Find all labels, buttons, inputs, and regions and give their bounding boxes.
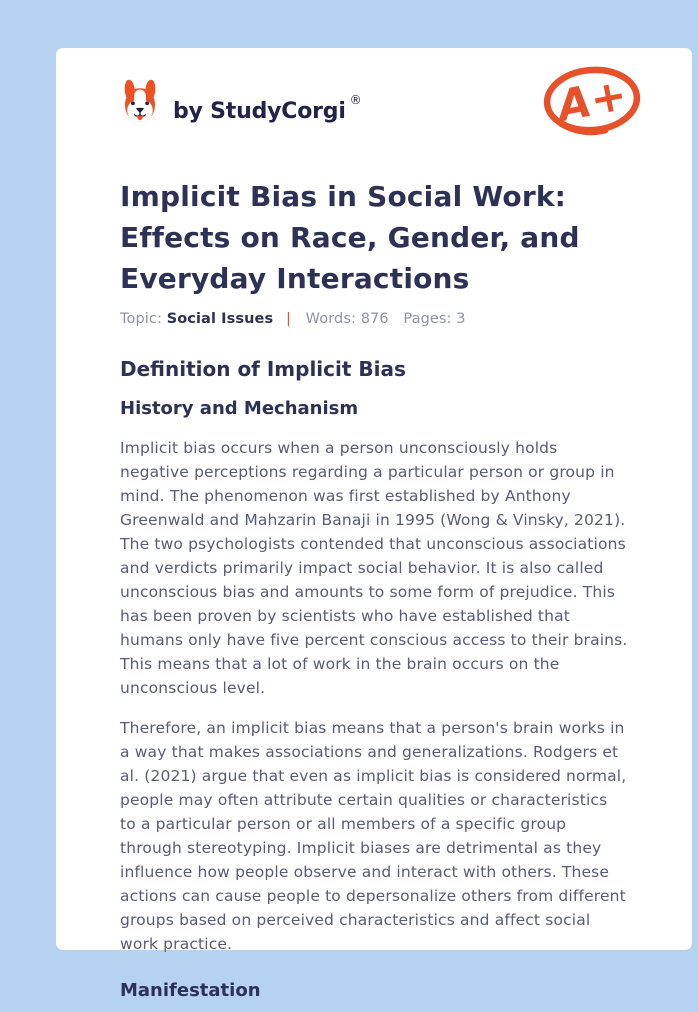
paragraph-2: Therefore, an implicit bias means that a person's brain works in a way that makes associations and generalizations. Rodgers et al. (2021) argue that even as implicit bias is considered normal, people may often attribute certain qualities or characteristics to a particular person or all members of a specific group through stereotyping. Implicit biases are detrimental as they influence how people observe and interact with others. These actions can cause people to depersonalize others from different groups based on perceived characteristics and affect social work practice. [120,719,627,953]
subheading-manifestation: Manifestation [120,980,261,1001]
word-count: Words: 876 [305,311,389,327]
document-card [56,48,692,1001]
a-plus-grade-badge [540,62,644,140]
page-title: Implicit Bias in Social Work: Effects on Race, Gender, and Everyday Interactions [120,180,580,295]
brand-wordmark: by StudyCorgi ® [173,92,362,124]
corgi-logo-icon [120,78,160,124]
subheading-history-mechanism: History and Mechanism [120,398,359,419]
a-plus-text: A+ [553,69,631,133]
meta-divider: | [285,311,291,327]
section-heading-definition: Definition of Implicit Bias [120,357,406,381]
page-count: Pages: 3 [403,311,466,327]
paragraph-1: Implicit bias occurs when a person unconsciously holds negative perceptions regarding a particular person or group in mind. The phenomenon was first established by Anthony Greenwald and Mahzarin Banaji in 1995 (Wong & Vinsky, 2021). The two psychologists contended that unconscious associations and verdicts primarily impact social behavior. It is also called unconscious bias and amounts to some form of prejudice. This has been proven by scientists who have established that humans only have five percent conscious access to their brains. This means that a lot of work in the brain occurs on the unconscious level. [120,439,628,697]
topic-label: Topic: [120,311,162,327]
topic-link[interactable]: Social Issues [166,311,274,327]
document-header [120,48,631,133]
document-meta [120,309,628,329]
registered-trademark-symbol: ® [349,92,362,107]
studycorgi-brand-link[interactable] [120,78,361,124]
